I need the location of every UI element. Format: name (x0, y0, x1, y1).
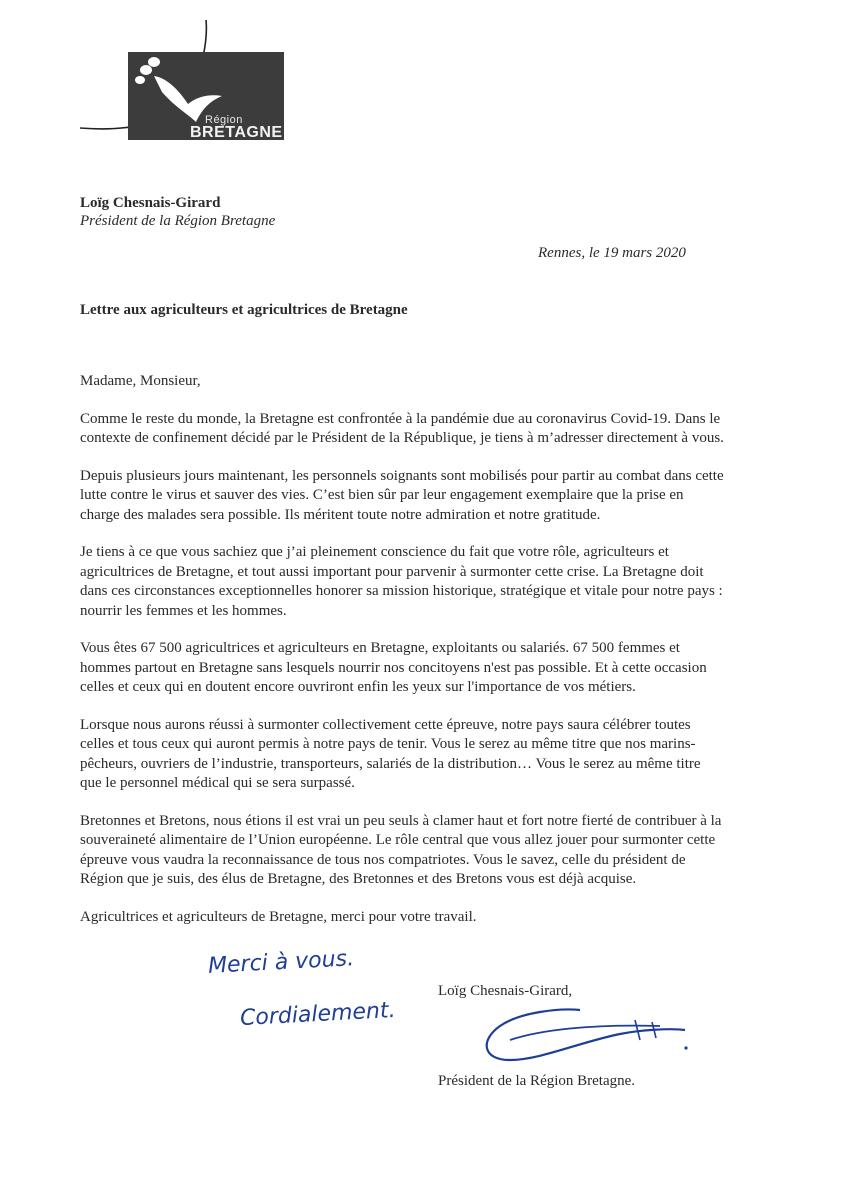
handwritten-regards: Cordialement. (239, 997, 397, 1032)
signature-name: Loïg Chesnais-Girard, (438, 983, 573, 999)
region-bretagne-logo (70, 10, 283, 150)
signature-title: Président de la Région Bretagne. (438, 1073, 636, 1089)
paragraph: Lorsque nous aurons réussi à surmonter collectivement cette épreuve, notre pays saura célébrer toutes celles et tous ceux qui auront permis à notre pays de tenir. Vous le serez au même titre que nos marins-pêcheurs, ouvriers de l’industrie, transporteurs, salariés de la distribution… Vous le serez au même titre que le personnel médical qui se sera surpassé. (80, 716, 701, 791)
logo-bretagne-text: BRETAGNE (190, 124, 283, 141)
paragraph: Bretonnes et Bretons, nous étions il est vrai un peu seuls à clamer haut et fort notre fierté de contribuer à la souveraineté alimentaire de l’Union européenne. Le rôle central que vous allez jouer pour surmonter cette épreuve vous vaudra la reconnaissance de tous nos compatriotes. Vous le savez, celle du président de Région que je suis, des élus de Bretagne, des Bretonnes et des Bretons vous est déjà acquise. (80, 812, 722, 887)
handwritten-thanks: Merci à vous. (207, 946, 355, 979)
sender-title: Président de la Région Bretagne (80, 213, 276, 229)
paragraph: Je tiens à ce que vous sachiez que j’ai pleinement conscience du fait que votre rôle, agriculteurs et agricultrices de Bretagne, et tout aussi important pour parvenir à surmonter cette crise. La Bretagne doit dans ces circonstances exceptionnelles honorer sa mission historique, stratégique et vitale pour notre pays : nourrir les femmes et les hommes. (80, 544, 723, 619)
letter-body (80, 372, 725, 945)
handwritten-signature-icon (470, 990, 700, 1080)
paragraph-closing: Agricultrices et agriculteurs de Bretagne, merci pour votre travail. (80, 908, 477, 925)
paragraph: Comme le reste du monde, la Bretagne est confrontée à la pandémie due au coronavirus Covid-19. Dans le contexte de confinement décidé par le Président de la République, je tiens à m’adresser directement à vous. (80, 410, 724, 446)
letter-subject: Lettre aux agriculteurs et agricultrices de Bretagne (80, 302, 408, 318)
paragraph: Vous êtes 67 500 agricultrices et agriculteurs en Bretagne, exploitants ou salariés. 67 500 femmes et hommes partout en Bretagne sans lesquels nourrir nos concitoyens n'est pas possible. Et à cette occasion celles et ceux qui en doutent encore ouvriront enfin les yeux sur l'importance de vos métiers. (80, 640, 707, 695)
logo-region-text: Région (205, 114, 243, 126)
salutation: Madame, Monsieur, (80, 373, 201, 389)
paragraph: Depuis plusieurs jours maintenant, les personnels soignants sont mobilisés pour partir au combat dans cette lutte contre le virus et sauver des vies. C’est bien sûr par leur engagement exemplaire que la prise en charge des malades sera possible. Ils méritent toute notre admiration et notre gratitude. (80, 467, 724, 523)
letter-date: Rennes, le 19 mars 2020 (538, 245, 686, 261)
sender-name: Loïg Chesnais-Girard (80, 195, 221, 211)
